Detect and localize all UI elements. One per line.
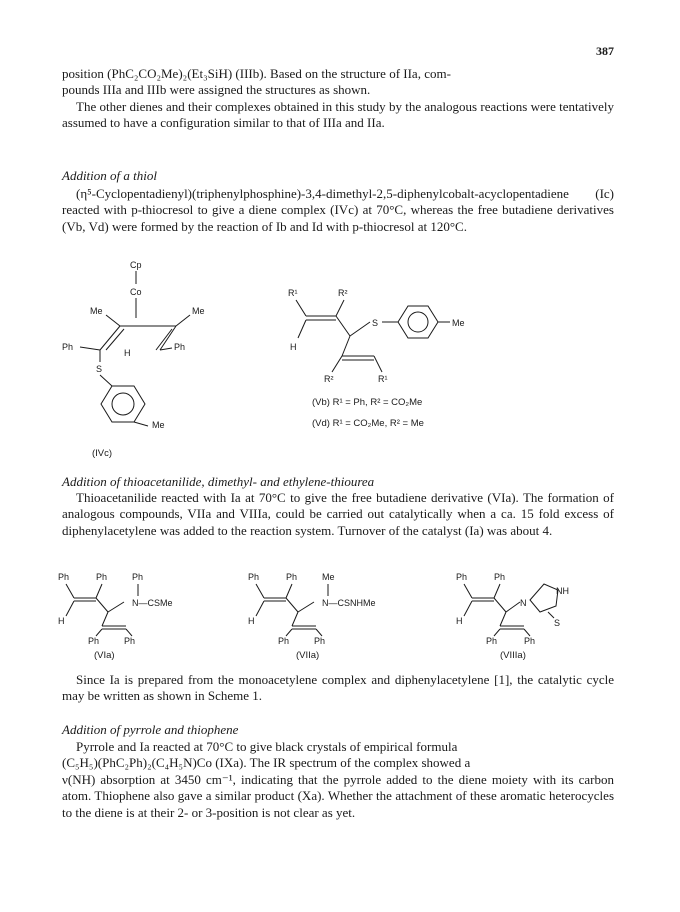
para1-line3: The other dienes and their complexes obtained in this study by the analogous reactions were tentatively assumed to have a configuration similar to that of IIIa and IIa. xyxy=(62,98,614,131)
viia-h-label: H xyxy=(248,616,255,626)
ivc-label: (IVc) xyxy=(92,448,113,459)
pyrrole-line1: Pyrrole and Ia reacted at 70°C to give black crystals of empirical formula xyxy=(76,739,458,754)
viiia-label: (VIIIa) xyxy=(500,650,526,661)
v-caption-d: (Vd) R¹ = CO₂Me, R² = Me xyxy=(312,418,424,429)
v-r1-top: R¹ xyxy=(288,288,298,298)
paragraph-pyrrole xyxy=(62,739,614,821)
structure-ivc-drawing xyxy=(60,258,260,448)
ivc-ph-right: Ph xyxy=(174,342,186,352)
structure-v xyxy=(282,286,522,391)
viiia-ph-1: Ph xyxy=(456,572,468,582)
pyrrole-line3: ν(NH) absorption at 3450 cm⁻¹, indicating that the pyrrole added to the diene moiety with its carbon atom. Thiophene also gave a similar product (Xa). Whether the attachment of these aromatic heterocycles to the diene is at their 2- or 3-position is not clear as yet. xyxy=(62,771,614,820)
heading-addition-thiol: Addition of a thiol xyxy=(62,168,157,183)
v-r1-bottom: R¹ xyxy=(378,374,388,384)
heading-addition-thioacetanilide: Addition of thioacetanilide, dimethyl- and ethylene-thiourea xyxy=(62,474,375,489)
thiol-body: (η⁵-Cyclopentadienyl)(triphenylphosphine)-3,4-dimethyl-2,5-diphenylcobalt-acyclopentadiene (Ic) reacted with p-thiocresol to give a diene complex (IVc) at 70°C, whereas the free butadiene derivatives (Vb, Vd) were formed by the reaction of Ib and Id with p-thiocresol at 120°C. xyxy=(62,186,614,234)
ivc-co-label: Co xyxy=(130,287,142,297)
paragraph-thioacetanilide xyxy=(62,490,614,539)
structure-via-drawing xyxy=(56,572,236,644)
thioacet-body: Thioacetanilide reacted with Ia at 70°C to give the free butadiene derivative (VIa). The formation of analogous compounds, VIIa and VIIIa, could be carried out catalytically when a ca. 15 fold excess of diphenylacetylene was added to the reaction system. Turnover of the catalyst (Ia) was about 4. xyxy=(62,490,614,538)
v-r2-bottom: R² xyxy=(324,374,334,384)
via-label: (VIa) xyxy=(94,650,115,661)
via-ph-3: Ph xyxy=(132,572,144,582)
pyrrole-line2: (C₅H₅)(PhC₂Ph)₂(C₄H₅N)Co (IXa). The IR spectrum of the complex showed a xyxy=(62,755,471,771)
paragraph-catalytic-cycle xyxy=(62,672,614,705)
structure-ivc xyxy=(60,258,260,453)
via-ph-4: Ph xyxy=(88,636,100,644)
structure-viia xyxy=(240,572,430,649)
ivc-me-para: Me xyxy=(152,420,165,430)
viia-ph-2: Ph xyxy=(286,572,298,582)
viia-csnhme-label: N—CSNHMe xyxy=(322,598,376,608)
para1-line2: pounds IIIa and IIIb were assigned the structures as shown. xyxy=(62,82,371,98)
page-number: 387 xyxy=(596,44,614,58)
viiia-ph-4: Ph xyxy=(524,636,536,644)
ivc-me-right: Me xyxy=(192,306,205,316)
heading-addition-pyrrole: Addition of pyrrole and thiophene xyxy=(62,722,239,737)
viiia-ph-3: Ph xyxy=(486,636,498,644)
since-body: Since Ia is prepared from the monoacetylene complex and diphenylacetylene [1], the catalytic cycle may be written as shown in Scheme 1. xyxy=(62,672,614,704)
viia-ph-3: Ph xyxy=(278,636,290,644)
via-ph-1: Ph xyxy=(58,572,70,582)
structure-viia-drawing xyxy=(240,572,430,644)
v-me-label: Me xyxy=(452,318,465,328)
via-csme-label: N—CSMe xyxy=(132,598,173,608)
structure-viiia xyxy=(450,572,610,649)
viiia-n-label: N xyxy=(520,598,527,608)
via-h-label: H xyxy=(58,616,65,626)
ivc-me-left: Me xyxy=(90,306,103,316)
ivc-h-label: H xyxy=(124,348,131,358)
para1-line1: position (PhC₂CO₂Me)₂(Et₃SiH) (IIIb). Based on the structure of IIa, com- xyxy=(62,66,451,81)
paragraph-structure-assignment xyxy=(62,66,614,132)
structure-viiia-drawing xyxy=(450,572,610,644)
viiia-nh-label: NH xyxy=(556,586,569,596)
viiia-h-label: H xyxy=(456,616,463,626)
v-r2-top: R² xyxy=(338,288,348,298)
ivc-cp-label: Cp xyxy=(130,260,142,270)
v-s-label: S xyxy=(372,318,379,328)
structure-v-drawing xyxy=(282,286,522,386)
viiia-s-label: S xyxy=(554,618,561,628)
viia-me-label: Me xyxy=(322,572,335,582)
viiia-ph-2: Ph xyxy=(494,572,506,582)
v-h-label: H xyxy=(290,342,297,352)
viia-ph-4: Ph xyxy=(314,636,326,644)
viia-label: (VIIa) xyxy=(296,650,320,661)
v-caption-b: (Vb) R¹ = Ph, R² = CO₂Me xyxy=(312,397,423,408)
ivc-ph-left: Ph xyxy=(62,342,74,352)
via-ph-2: Ph xyxy=(96,572,108,582)
structure-via xyxy=(56,572,236,649)
ivc-s-label: S xyxy=(96,364,103,374)
via-ph-5: Ph xyxy=(124,636,136,644)
viia-ph-1: Ph xyxy=(248,572,260,582)
paragraph-thiol xyxy=(62,186,614,235)
